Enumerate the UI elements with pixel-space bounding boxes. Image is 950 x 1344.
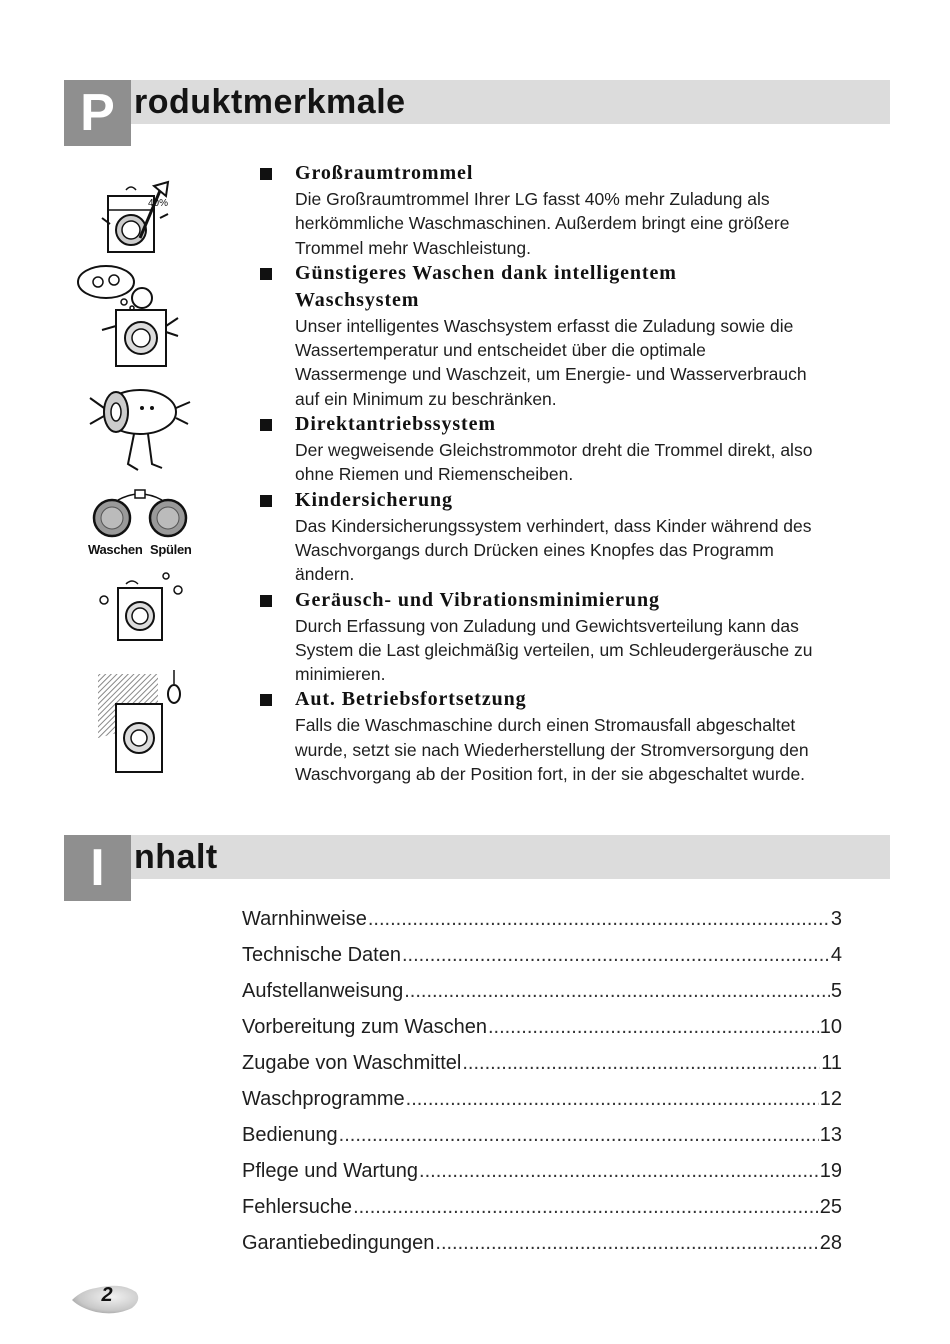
feature-text-line: Waschvorgang ab der Position fort, in der sie abgeschaltet wurde.	[295, 764, 806, 785]
toc-label: Waschprogramme	[242, 1088, 405, 1110]
feature-title: Günstigeres Waschen dank intelligentem	[295, 261, 677, 284]
toc-entry[interactable]	[242, 1124, 842, 1160]
feature-text-line: herkömmliche Waschmaschinen. Außerdem bringt eine größere	[295, 213, 790, 234]
feature-text-line: wurde, setzt sie nach Wiederherstellung der Stromversorgung den	[295, 739, 809, 760]
toc-label: Aufstellanweisung	[242, 980, 404, 1002]
toc-page-number: 12	[819, 1088, 842, 1110]
toc-page-number: 11	[821, 1052, 842, 1074]
features-list	[258, 160, 868, 786]
feature-item	[258, 411, 868, 487]
toc-label: Fehlersuche	[242, 1196, 353, 1218]
feature-text-line: Waschvorgangs durch Drücken eines Knopfes das Programm	[295, 539, 774, 560]
feature-title: Aut. Betriebsfortsetzung	[295, 688, 527, 711]
feature-text-line: ohne Riemen und Riemenscheiben.	[295, 464, 574, 485]
toc-label: Technische Daten	[242, 944, 401, 966]
bullet-square	[260, 595, 272, 607]
section-header-inhalt	[64, 835, 890, 901]
feature-text-line: Wassertemperatur und entscheidet über die optimale	[295, 340, 706, 361]
feature-text-line: Die Großraumtrommel Ihrer LG fasst 40% mehr Zuladung als	[295, 189, 770, 209]
feature-text-line: Falls die Waschmaschine durch einen Stromausfall abgeschaltet	[295, 715, 796, 736]
feature-item	[258, 587, 868, 687]
feature-text-line: Der wegweisende Gleichstrommotor dreht die Trommel direkt, also	[295, 440, 813, 461]
toc-entry[interactable]	[242, 944, 842, 980]
bullet-square	[260, 419, 272, 431]
toc-page-number: 28	[819, 1232, 842, 1254]
toc-label: Vorbereitung zum Waschen	[242, 1016, 487, 1038]
toc-page-number: 4	[830, 944, 842, 966]
toc-entry[interactable]	[242, 1088, 842, 1124]
header-initial-letter: P	[80, 84, 115, 142]
feature-text-line: Wassermenge und Waschzeit, um Energie- und Wasserverbrauch	[295, 364, 807, 385]
feature-text-line: System die Last gleichmäßig verteilen, um Schleudergeräusche zu	[295, 639, 813, 660]
thinking-washer-icon	[74, 262, 186, 370]
feature-title: Großraumtrommel	[295, 162, 474, 184]
toc-leader-dots	[419, 1160, 819, 1183]
section-title: roduktmerkmale	[134, 83, 406, 121]
bullet-square	[260, 694, 272, 706]
button-label-waschen: Waschen	[88, 542, 143, 557]
feature-text-line: Das Kindersicherungssystem verhindert, dass Kinder während des	[295, 515, 812, 536]
toc-page-number: 10	[819, 1016, 842, 1038]
toc-entry[interactable]	[242, 1196, 842, 1232]
feature-text-line: ändern.	[295, 564, 355, 585]
toc-leader-dots	[339, 1124, 819, 1147]
feature-title: Kindersicherung	[295, 488, 453, 511]
toc-entry[interactable]	[242, 1232, 842, 1268]
feature-text-line: Trommel mehr Waschleistung.	[295, 237, 531, 258]
feature-text-line: minimieren.	[295, 664, 386, 685]
toc-leader-dots	[404, 980, 830, 1003]
toc-label: Bedienung	[242, 1124, 338, 1146]
bullet-square	[260, 495, 272, 507]
feature-title: Direktantriebssystem	[295, 413, 496, 436]
feature-item	[258, 686, 868, 786]
feature-title: Geräusch- und Vibrationsminimierung	[295, 588, 660, 611]
bullet-square	[260, 168, 272, 180]
large-drum-washer-icon	[96, 178, 176, 258]
toc-leader-dots	[353, 1196, 819, 1219]
toc-leader-dots	[462, 1052, 820, 1075]
toc-entry[interactable]	[242, 980, 842, 1016]
toc-entry[interactable]	[242, 908, 842, 944]
toc-leader-dots	[402, 944, 830, 967]
child-lock-buttons-icon	[92, 484, 192, 542]
feature-item	[258, 160, 868, 260]
percent-label: 40%	[148, 198, 169, 209]
toc-page-number: 3	[830, 908, 842, 930]
section-title: nhalt	[134, 838, 218, 876]
feature-item	[258, 487, 868, 587]
feature-text-line: Durch Erfassung von Zuladung und Gewichtsverteilung kann das	[295, 615, 799, 636]
toc-page-number: 13	[819, 1124, 842, 1146]
toc-label: Warnhinweise	[242, 908, 367, 930]
section-header-produktmerkmale	[64, 80, 890, 146]
bullet-square	[260, 268, 272, 280]
feature-title-continued: Waschsystem	[295, 288, 420, 311]
power-restart-washer-icon	[94, 668, 186, 778]
toc-leader-dots	[368, 908, 830, 931]
toc-page-number: 25	[819, 1196, 842, 1218]
page-number: 2	[101, 1284, 113, 1306]
feature-text-line: Unser intelligentes Waschsystem erfasst die Zuladung sowie die	[295, 315, 794, 336]
toc-entry[interactable]	[242, 1160, 842, 1196]
button-label-spuelen: Spülen	[150, 542, 192, 557]
feature-text-line: auf ein Minimum zu beschränken.	[295, 388, 557, 409]
direct-drive-drum-icon	[86, 378, 194, 474]
toc-label: Garantiebedingungen	[242, 1232, 435, 1254]
table-of-contents	[242, 908, 842, 1268]
header-initial-letter: I	[90, 839, 105, 897]
feature-item	[258, 260, 868, 411]
toc-leader-dots	[406, 1088, 819, 1111]
toc-leader-dots	[435, 1232, 818, 1255]
toc-page-number: 19	[819, 1160, 842, 1182]
low-vibration-washer-icon	[96, 570, 192, 644]
toc-leader-dots	[488, 1016, 819, 1039]
toc-entry[interactable]	[242, 1016, 842, 1052]
toc-entry[interactable]	[242, 1052, 842, 1088]
toc-page-number: 5	[830, 980, 842, 1002]
toc-label: Pflege und Wartung	[242, 1160, 419, 1182]
toc-label: Zugabe von Waschmittel	[242, 1052, 462, 1074]
